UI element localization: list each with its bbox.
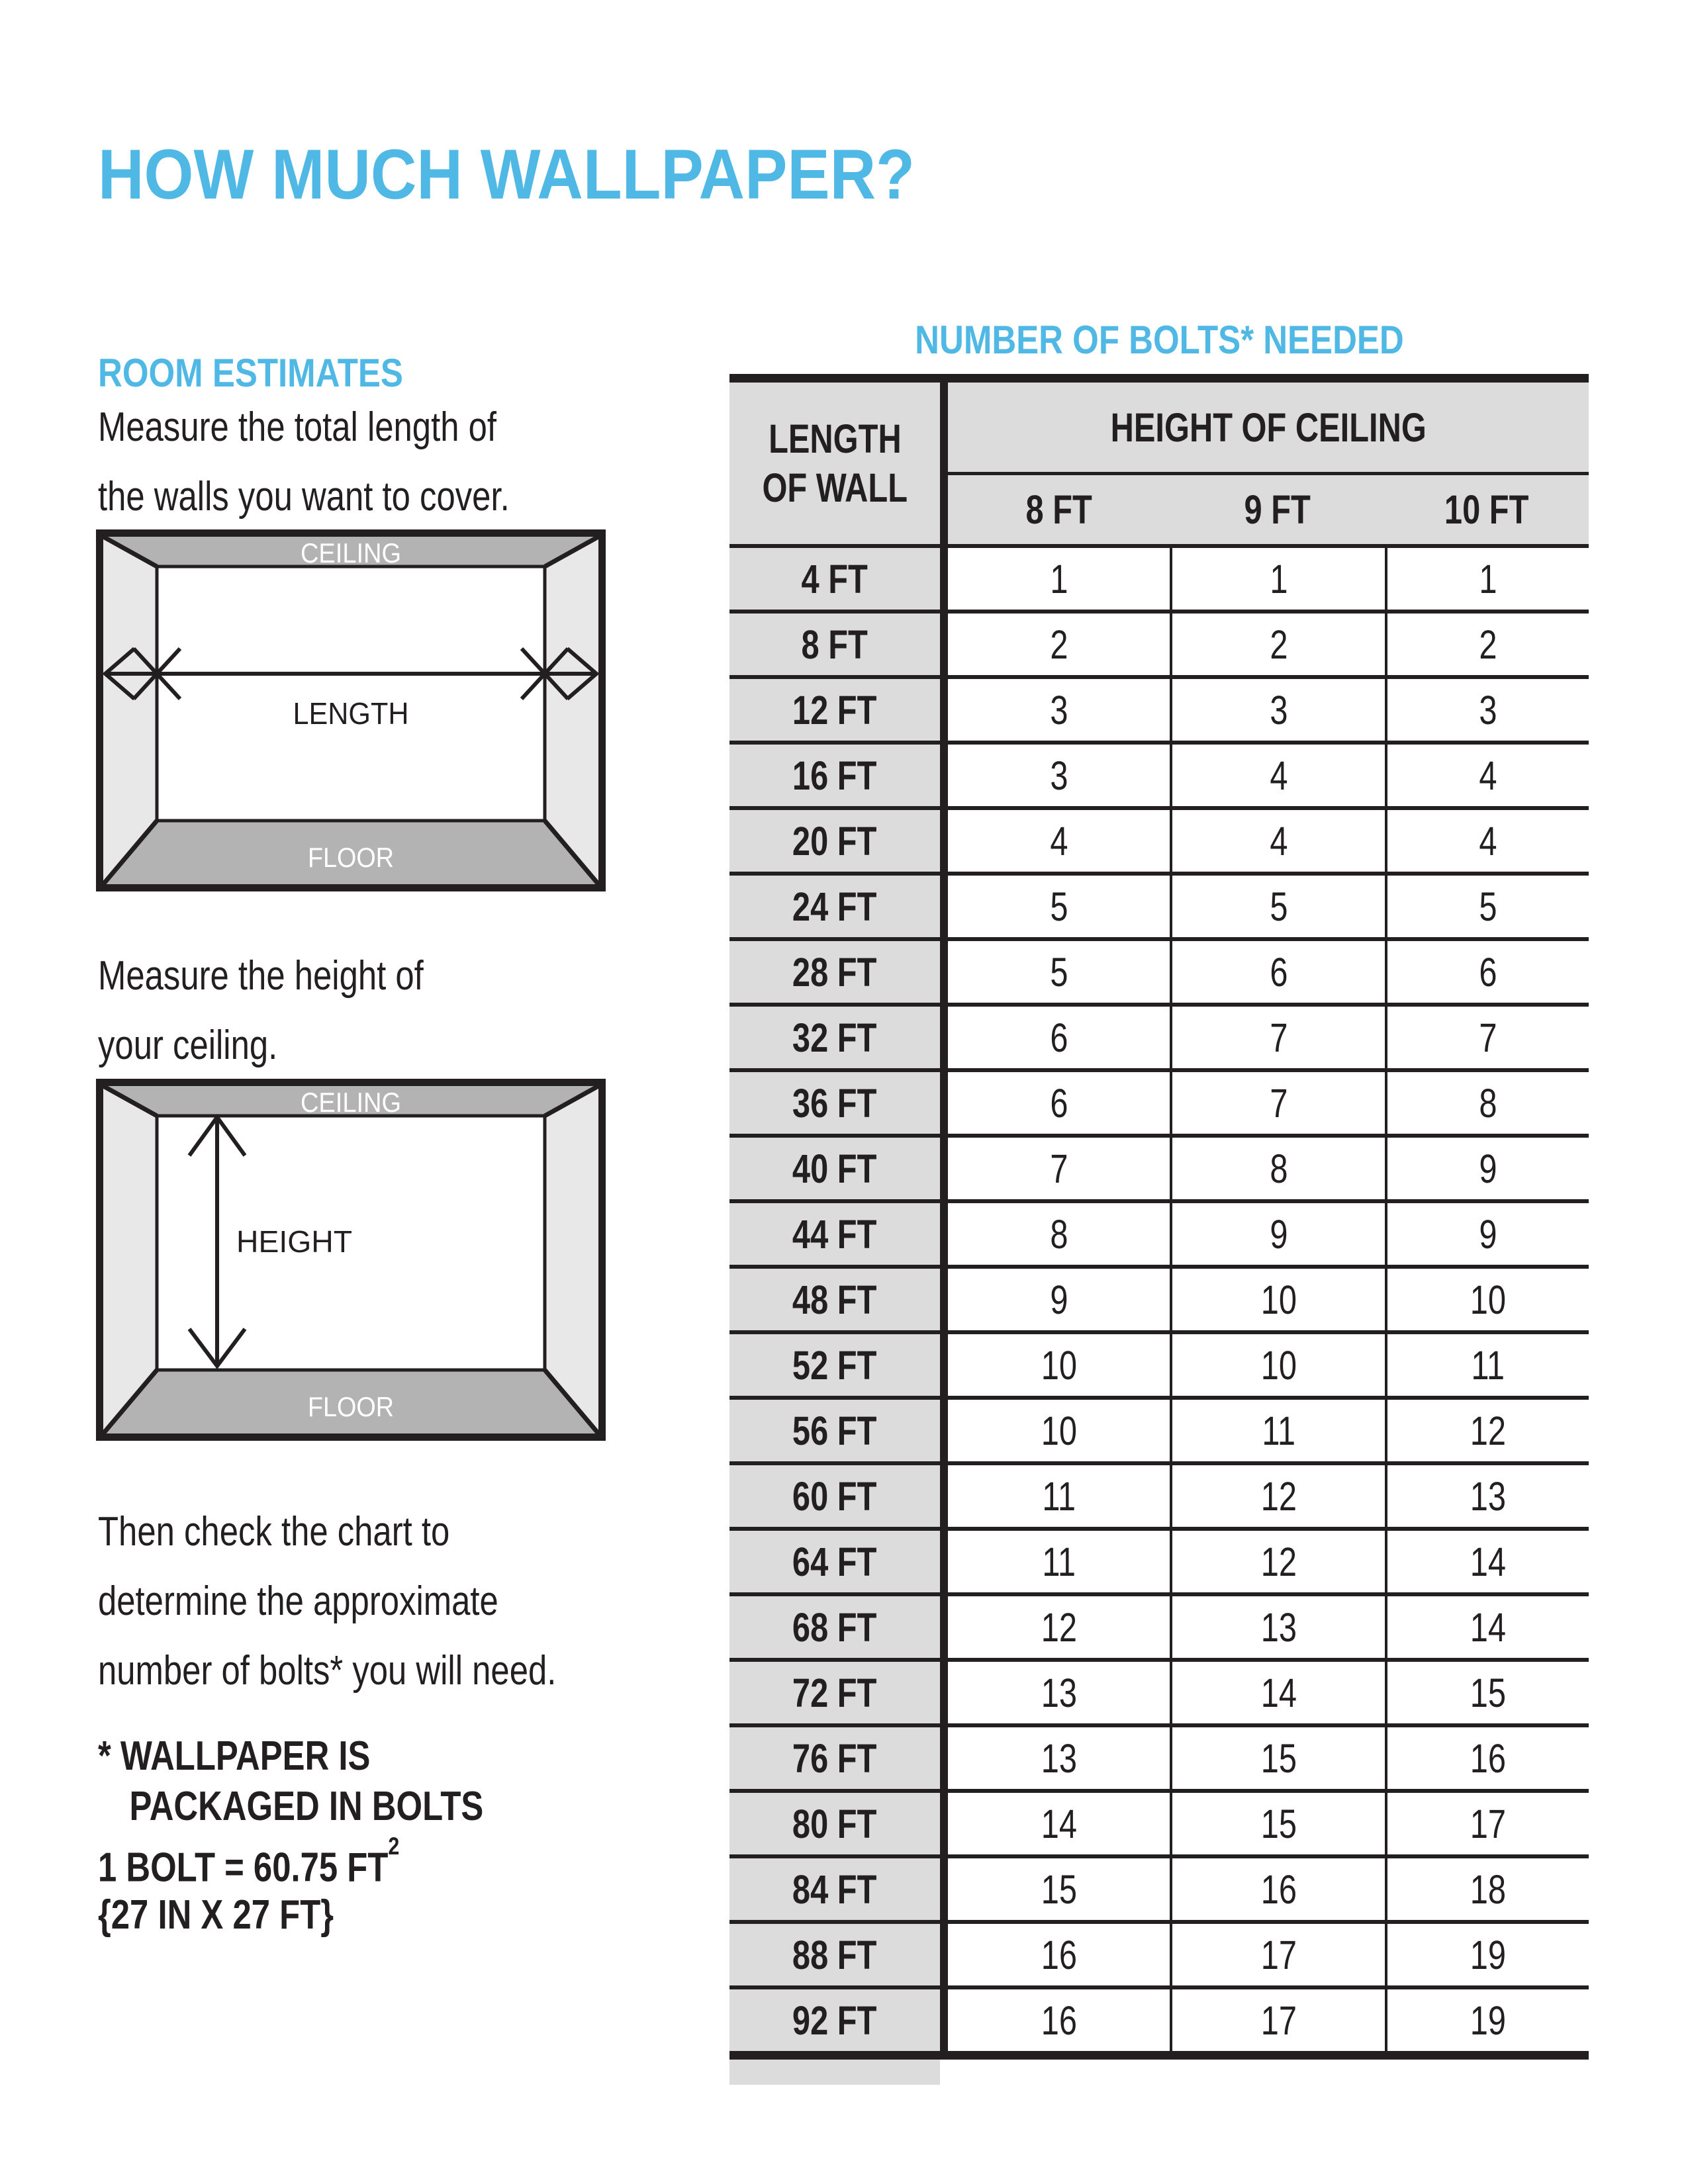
cell-value: 5 — [1479, 884, 1497, 929]
length-of-wall-header-cell — [729, 383, 940, 544]
cell-10ft — [1385, 1007, 1589, 1068]
cell-value: 10 — [1260, 1342, 1297, 1388]
cell-10ft — [1385, 810, 1589, 872]
row-label: 76 FT — [792, 1735, 877, 1781]
cell-10ft — [1385, 1858, 1589, 1920]
cell-10ft — [1385, 1465, 1589, 1527]
row-label-cell — [729, 1858, 940, 1920]
cell-9ft — [1170, 1138, 1385, 1199]
cell-value: 15 — [1260, 1735, 1297, 1781]
cell-value: 14 — [1260, 1670, 1297, 1715]
row-label: 16 FT — [792, 752, 877, 798]
footnote-line: PACKAGED IN BOLTS — [129, 1784, 484, 1829]
cell-10ft — [1385, 1400, 1589, 1461]
row-label: 88 FT — [792, 1932, 877, 1978]
column-divider — [940, 1858, 948, 1920]
cell-value: 1 — [1269, 556, 1288, 602]
cell-8ft — [948, 614, 1170, 675]
cell-9ft — [1170, 1334, 1385, 1396]
table-row — [729, 1330, 1589, 1396]
cell-9ft — [1170, 1531, 1385, 1592]
cell-value: 6 — [1269, 949, 1288, 995]
cell-value: 13 — [1041, 1735, 1077, 1781]
col-header-10ft — [1385, 486, 1589, 533]
paragraph-line: your ceiling. — [98, 1023, 278, 1068]
table-row — [729, 1068, 1589, 1134]
cell-10ft — [1385, 548, 1589, 610]
row-label: 48 FT — [792, 1277, 877, 1322]
column-divider — [940, 548, 948, 610]
cell-9ft — [1170, 1400, 1385, 1461]
row-label-cell — [729, 1989, 940, 2051]
cell-9ft — [1170, 1727, 1385, 1789]
column-divider — [940, 1072, 948, 1134]
cell-10ft — [1385, 1531, 1589, 1592]
row-label-cell — [729, 1072, 940, 1134]
cell-8ft — [948, 1989, 1170, 2051]
cell-10ft — [1385, 614, 1589, 675]
row-label: 28 FT — [792, 949, 877, 995]
column-divider — [940, 1138, 948, 1199]
row-label: 64 FT — [792, 1539, 877, 1584]
height-of-ceiling-header — [948, 383, 1589, 544]
cell-10ft — [1385, 1793, 1589, 1854]
table-row — [729, 1265, 1589, 1330]
table-row — [729, 544, 1589, 610]
cell-value: 6 — [1049, 1015, 1068, 1060]
cell-value: 8 — [1269, 1146, 1288, 1191]
cell-8ft — [948, 1203, 1170, 1265]
cell-value: 5 — [1269, 884, 1288, 929]
cell-value: 17 — [1470, 1801, 1507, 1846]
table-row — [729, 1723, 1589, 1789]
cell-value: 12 — [1260, 1539, 1297, 1584]
cell-8ft — [948, 1662, 1170, 1723]
table-row — [729, 1134, 1589, 1199]
height-of-ceiling-cell — [948, 383, 1589, 475]
group-header-text: HEIGHT OF CEILING — [1110, 404, 1427, 450]
row-label-cell — [729, 745, 940, 806]
row-label-cell — [729, 1203, 940, 1265]
table-row — [729, 1658, 1589, 1723]
row-label: 56 FT — [792, 1408, 877, 1453]
room-height-diagram — [96, 1079, 606, 1441]
cell-9ft — [1170, 1989, 1385, 2051]
table-row — [729, 741, 1589, 806]
table-row — [729, 806, 1589, 872]
cell-10ft — [1385, 1662, 1589, 1723]
row-label-cell — [729, 1727, 940, 1789]
row-label: 24 FT — [792, 884, 877, 929]
cell-9ft — [1170, 1007, 1385, 1068]
row-label-cell — [729, 1269, 940, 1330]
cell-8ft — [948, 1924, 1170, 1985]
paragraph-line: the walls you want to cover. — [98, 474, 510, 520]
room-length-diagram — [96, 529, 606, 891]
row-label: 80 FT — [792, 1801, 877, 1846]
row-label-cell — [729, 941, 940, 1003]
column-divider — [940, 876, 948, 937]
cell-value: 16 — [1470, 1735, 1507, 1781]
cell-value: 14 — [1470, 1539, 1507, 1584]
cell-value: 13 — [1041, 1670, 1077, 1715]
cell-value: 9 — [1479, 1211, 1497, 1257]
cell-8ft — [948, 941, 1170, 1003]
table-body — [729, 544, 1589, 2051]
cell-value: 7 — [1269, 1015, 1288, 1060]
footnote-line: * WALLPAPER IS — [98, 1733, 371, 1779]
bolt-equation-text: 1 BOLT = 60.75 FT — [98, 1844, 389, 1891]
cell-9ft — [1170, 1924, 1385, 1985]
cell-value: 4 — [1479, 818, 1497, 864]
cell-10ft — [1385, 876, 1589, 937]
table-row — [729, 1854, 1589, 1920]
cell-value: 12 — [1470, 1408, 1507, 1453]
cell-value: 13 — [1260, 1604, 1297, 1650]
ceiling-label: CEILING — [301, 537, 401, 569]
column-divider — [940, 1924, 948, 1985]
column-divider — [940, 614, 948, 675]
column-divider — [940, 679, 948, 741]
section-title-text: NUMBER OF BOLTS* NEEDED — [914, 318, 1404, 362]
row-label: 20 FT — [792, 818, 877, 864]
cell-value: 11 — [1471, 1342, 1505, 1388]
table-row — [729, 1789, 1589, 1854]
cell-value: 8 — [1479, 1080, 1497, 1126]
cell-value: 11 — [1262, 1408, 1295, 1453]
row-label: 44 FT — [792, 1211, 877, 1257]
table-row — [729, 1592, 1589, 1658]
bolts-needed-table — [729, 374, 1589, 2085]
paragraph-measure-length — [98, 392, 510, 531]
cell-8ft — [948, 1138, 1170, 1199]
cell-10ft — [1385, 1072, 1589, 1134]
cell-10ft — [1385, 941, 1589, 1003]
cell-9ft — [1170, 1465, 1385, 1527]
row-label-cell — [729, 876, 940, 937]
back-wall-face — [157, 567, 545, 821]
cell-9ft — [1170, 1072, 1385, 1134]
paragraph-line: determine the approximate — [98, 1578, 498, 1624]
length-label: LENGTH — [293, 696, 409, 731]
paragraph-line: Then check the chart to — [98, 1509, 450, 1555]
cell-value: 11 — [1042, 1473, 1076, 1519]
table-row — [729, 937, 1589, 1003]
row-label: 32 FT — [792, 1015, 877, 1060]
cell-value: 5 — [1049, 884, 1068, 929]
cell-8ft — [948, 679, 1170, 741]
table-row — [729, 610, 1589, 675]
cell-8ft — [948, 1858, 1170, 1920]
cell-9ft — [1170, 810, 1385, 872]
left-column-gray-stub — [729, 2060, 940, 2085]
cell-value: 2 — [1479, 621, 1497, 667]
cell-value: 15 — [1041, 1866, 1077, 1912]
col-header-text: 9 FT — [1244, 487, 1311, 532]
cell-value: 19 — [1470, 1997, 1507, 2043]
cell-value: 16 — [1041, 1932, 1077, 1978]
cell-8ft — [948, 1465, 1170, 1527]
page-title: HOW MUCH WALLPAPER? — [98, 134, 915, 214]
row-label-cell — [729, 1334, 940, 1396]
cell-value: 3 — [1049, 687, 1068, 733]
paragraph-measure-height — [98, 941, 424, 1080]
table-row — [729, 1003, 1589, 1068]
cell-8ft — [948, 1531, 1170, 1592]
cell-8ft — [948, 1400, 1170, 1461]
cell-value: 10 — [1260, 1277, 1297, 1322]
cell-value: 19 — [1470, 1932, 1507, 1978]
col-header-text: 8 FT — [1025, 487, 1092, 532]
cell-value: 10 — [1470, 1277, 1507, 1322]
cell-10ft — [1385, 1203, 1589, 1265]
cell-9ft — [1170, 548, 1385, 610]
row-label: 36 FT — [792, 1080, 877, 1126]
row-label: 40 FT — [792, 1146, 877, 1191]
table-row — [729, 1396, 1589, 1461]
cell-value: 17 — [1260, 1997, 1297, 2043]
cell-value: 4 — [1269, 752, 1288, 798]
cell-value: 14 — [1041, 1801, 1077, 1846]
height-label: HEIGHT — [236, 1224, 352, 1259]
column-divider — [940, 1793, 948, 1854]
row-label-cell — [729, 1400, 940, 1461]
column-divider — [940, 1465, 948, 1527]
column-divider — [940, 1596, 948, 1658]
row-label-cell — [729, 614, 940, 675]
cell-9ft — [1170, 1596, 1385, 1658]
table-row — [729, 1527, 1589, 1592]
cell-value: 7 — [1269, 1080, 1288, 1126]
cell-value: 9 — [1269, 1211, 1288, 1257]
cell-value: 16 — [1260, 1866, 1297, 1912]
cell-value: 2 — [1269, 621, 1288, 667]
row-label: 52 FT — [792, 1342, 877, 1388]
cell-value: 6 — [1479, 949, 1497, 995]
row-label-cell — [729, 1924, 940, 1985]
table-top-bar — [729, 374, 1589, 383]
floor-label: FLOOR — [308, 1391, 394, 1422]
cell-value: 12 — [1260, 1473, 1297, 1519]
row-label-cell — [729, 1138, 940, 1199]
column-divider — [940, 1531, 948, 1592]
cell-9ft — [1170, 679, 1385, 741]
row-label-cell — [729, 810, 940, 872]
column-divider — [940, 810, 948, 872]
cell-8ft — [948, 1793, 1170, 1854]
row-label: 12 FT — [792, 687, 877, 733]
cell-value: 1 — [1479, 556, 1497, 602]
ceiling-label: CEILING — [301, 1087, 401, 1118]
col-header-text: 10 FT — [1444, 487, 1529, 532]
column-divider — [940, 1727, 948, 1789]
cell-value: 10 — [1041, 1408, 1077, 1453]
col-header-9ft — [1170, 486, 1385, 533]
table-row — [729, 872, 1589, 937]
paragraph-line: Measure the height of — [98, 953, 424, 999]
row-label-cell — [729, 1793, 940, 1854]
row-label: 92 FT — [792, 1997, 877, 2043]
bolt-equation-superscript: 2 — [388, 1832, 400, 1860]
ceiling-height-subheader-row — [948, 475, 1589, 544]
cell-value: 5 — [1049, 949, 1068, 995]
cell-8ft — [948, 745, 1170, 806]
cell-8ft — [948, 810, 1170, 872]
paragraph-line: Measure the total length of — [98, 404, 496, 450]
row-label-cell — [729, 1596, 940, 1658]
table-bottom-bar — [729, 2051, 1589, 2060]
paragraph-line: number of bolts* you will need. — [98, 1648, 557, 1694]
cell-value: 16 — [1041, 1997, 1077, 2043]
cell-value: 3 — [1049, 752, 1068, 798]
col-header-8ft — [948, 486, 1170, 533]
cell-value: 9 — [1479, 1146, 1497, 1191]
cell-value: 17 — [1260, 1932, 1297, 1978]
cell-value: 13 — [1470, 1473, 1507, 1519]
column-divider — [940, 1400, 948, 1461]
row-label: 60 FT — [792, 1473, 877, 1519]
column-divider — [940, 941, 948, 1003]
cell-9ft — [1170, 614, 1385, 675]
cell-value: 8 — [1049, 1211, 1068, 1257]
cell-9ft — [1170, 941, 1385, 1003]
cell-8ft — [948, 1334, 1170, 1396]
column-divider — [940, 745, 948, 806]
cell-9ft — [1170, 1269, 1385, 1330]
section-title-room-estimates: ROOM ESTIMATES — [98, 350, 403, 395]
row-label: 72 FT — [792, 1670, 877, 1715]
cell-8ft — [948, 1007, 1170, 1068]
cell-value: 4 — [1479, 752, 1497, 798]
cell-10ft — [1385, 679, 1589, 741]
bolt-equation — [98, 1832, 400, 1891]
column-divider — [940, 1203, 948, 1265]
row-label-cell — [729, 1007, 940, 1068]
cell-value: 3 — [1269, 687, 1288, 733]
row-label-cell — [729, 1662, 940, 1723]
cell-8ft — [948, 548, 1170, 610]
column-divider — [940, 1269, 948, 1330]
cell-10ft — [1385, 745, 1589, 806]
cell-value: 1 — [1049, 556, 1068, 602]
cell-9ft — [1170, 1858, 1385, 1920]
cell-value: 10 — [1041, 1342, 1077, 1388]
cell-9ft — [1170, 1203, 1385, 1265]
cell-value: 2 — [1049, 621, 1068, 667]
row-label: 4 FT — [801, 556, 868, 602]
cell-8ft — [948, 1727, 1170, 1789]
cell-value: 7 — [1479, 1015, 1497, 1060]
table-row — [729, 1199, 1589, 1265]
header-line: LENGTH — [768, 416, 902, 461]
column-divider — [940, 1662, 948, 1723]
row-label: 68 FT — [792, 1604, 877, 1650]
column-divider — [940, 1007, 948, 1068]
table-row — [729, 1985, 1589, 2051]
cell-8ft — [948, 1596, 1170, 1658]
cell-value: 11 — [1042, 1539, 1076, 1584]
cell-9ft — [1170, 1793, 1385, 1854]
row-label-cell — [729, 548, 940, 610]
cell-8ft — [948, 1269, 1170, 1330]
cell-value: 15 — [1470, 1670, 1507, 1715]
cell-9ft — [1170, 1662, 1385, 1723]
cell-9ft — [1170, 876, 1385, 937]
floor-label: FLOOR — [308, 842, 394, 873]
bolt-dimensions: {27 IN X 27 FT} — [98, 1892, 334, 1938]
cell-8ft — [948, 876, 1170, 937]
header-line: OF WALL — [762, 465, 908, 510]
cell-value: 4 — [1269, 818, 1288, 864]
row-label: 8 FT — [801, 621, 868, 667]
cell-10ft — [1385, 1727, 1589, 1789]
cell-10ft — [1385, 1989, 1589, 2051]
column-divider — [940, 1334, 948, 1396]
wallpaper-bolts-footnote — [98, 1731, 483, 1832]
cell-10ft — [1385, 1924, 1589, 1985]
cell-value: 4 — [1049, 818, 1068, 864]
cell-10ft — [1385, 1138, 1589, 1199]
cell-value: 7 — [1049, 1146, 1068, 1191]
cell-value: 3 — [1479, 687, 1497, 733]
cell-value: 18 — [1470, 1866, 1507, 1912]
cell-value: 6 — [1049, 1080, 1068, 1126]
cell-8ft — [948, 1072, 1170, 1134]
cell-10ft — [1385, 1596, 1589, 1658]
table-row — [729, 1461, 1589, 1527]
cell-9ft — [1170, 745, 1385, 806]
table-row — [729, 1920, 1589, 1985]
section-title-number-of-bolts — [729, 320, 1589, 360]
cell-value: 15 — [1260, 1801, 1297, 1846]
row-label-cell — [729, 1531, 940, 1592]
row-label-cell — [729, 679, 940, 741]
paragraph-check-chart — [98, 1497, 556, 1706]
cell-value: 12 — [1041, 1604, 1077, 1650]
cell-value: 14 — [1470, 1604, 1507, 1650]
cell-10ft — [1385, 1334, 1589, 1396]
row-label-cell — [729, 1465, 940, 1527]
column-divider — [940, 383, 948, 544]
cell-value: 9 — [1049, 1277, 1068, 1322]
column-divider — [940, 1989, 948, 2051]
table-header — [729, 383, 1589, 544]
row-label: 84 FT — [792, 1866, 877, 1912]
table-row — [729, 675, 1589, 741]
cell-10ft — [1385, 1269, 1589, 1330]
